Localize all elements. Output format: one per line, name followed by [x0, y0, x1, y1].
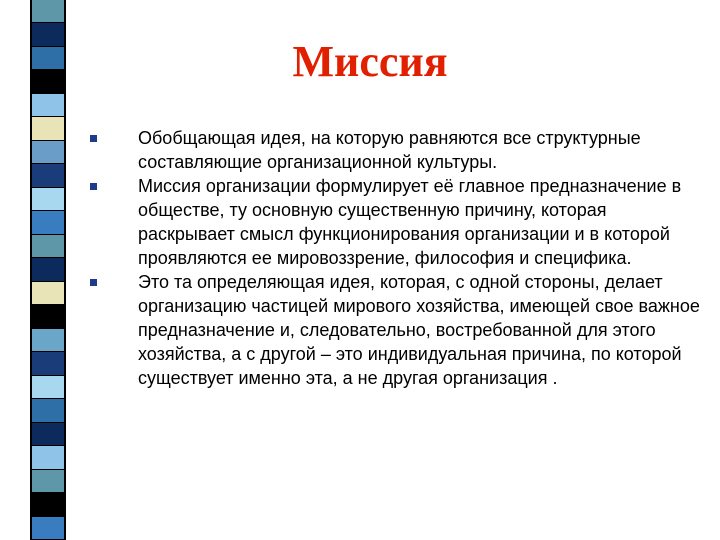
- stripe-segment: [32, 446, 64, 469]
- bullet-list: [86, 126, 706, 390]
- bullet-item-2: [86, 174, 706, 270]
- square-bullet-icon: [90, 183, 97, 190]
- slide-title: Миссия: [292, 37, 448, 86]
- bullet-item-1: [86, 126, 706, 174]
- stripe-segment: [32, 70, 64, 93]
- square-bullet-icon: [90, 279, 97, 286]
- stripe-segment: [32, 0, 64, 23]
- stripe-segment: [32, 23, 64, 46]
- stripe-segment: [32, 47, 64, 70]
- stripe-segment: [32, 470, 64, 493]
- bullet-item-3: [86, 270, 706, 390]
- stripe-segment: [32, 164, 64, 187]
- stripe-segment: [32, 117, 64, 140]
- stripe-segment: [32, 517, 64, 540]
- bullet-text-3: Это та определяющая идея, которая, с одной стороны, делает организацию частицей мирового хозяйства, имеющей свое важное предназначение и, следовательно, востребованной для этого хозяйства, а с другой – это индивидуальная причина, по которой существует именно эта, а не другая организация .: [138, 272, 700, 388]
- stripe-segment: [32, 94, 64, 117]
- stripe-segment: [32, 399, 64, 422]
- stripe-segment: [32, 211, 64, 234]
- stripe-segment: [32, 329, 64, 352]
- stripe-segment: [32, 376, 64, 399]
- stripe-segment: [32, 282, 64, 305]
- stripe-segment: [32, 258, 64, 281]
- square-bullet-icon: [90, 135, 97, 142]
- decorative-stripe-band: [30, 0, 66, 540]
- stripe-segment: [32, 423, 64, 446]
- bullet-text-2: Миссия организации формулирует её главное предназначение в обществе, ту основную существенную причину, которая раскрывает смысл функционирования организации и в которой проявляются ее мировоззрение, философия и специфика.: [138, 176, 682, 268]
- stripe-segment: [32, 305, 64, 328]
- stripe-segment: [32, 188, 64, 211]
- stripe-segment: [32, 141, 64, 164]
- stripe-segment: [32, 352, 64, 375]
- stripe-segment: [32, 493, 64, 516]
- stripe-segment: [32, 235, 64, 258]
- bullet-text-1: Обобщающая идея, на которую равняются все структурные составляющие организационной культуры.: [138, 128, 641, 172]
